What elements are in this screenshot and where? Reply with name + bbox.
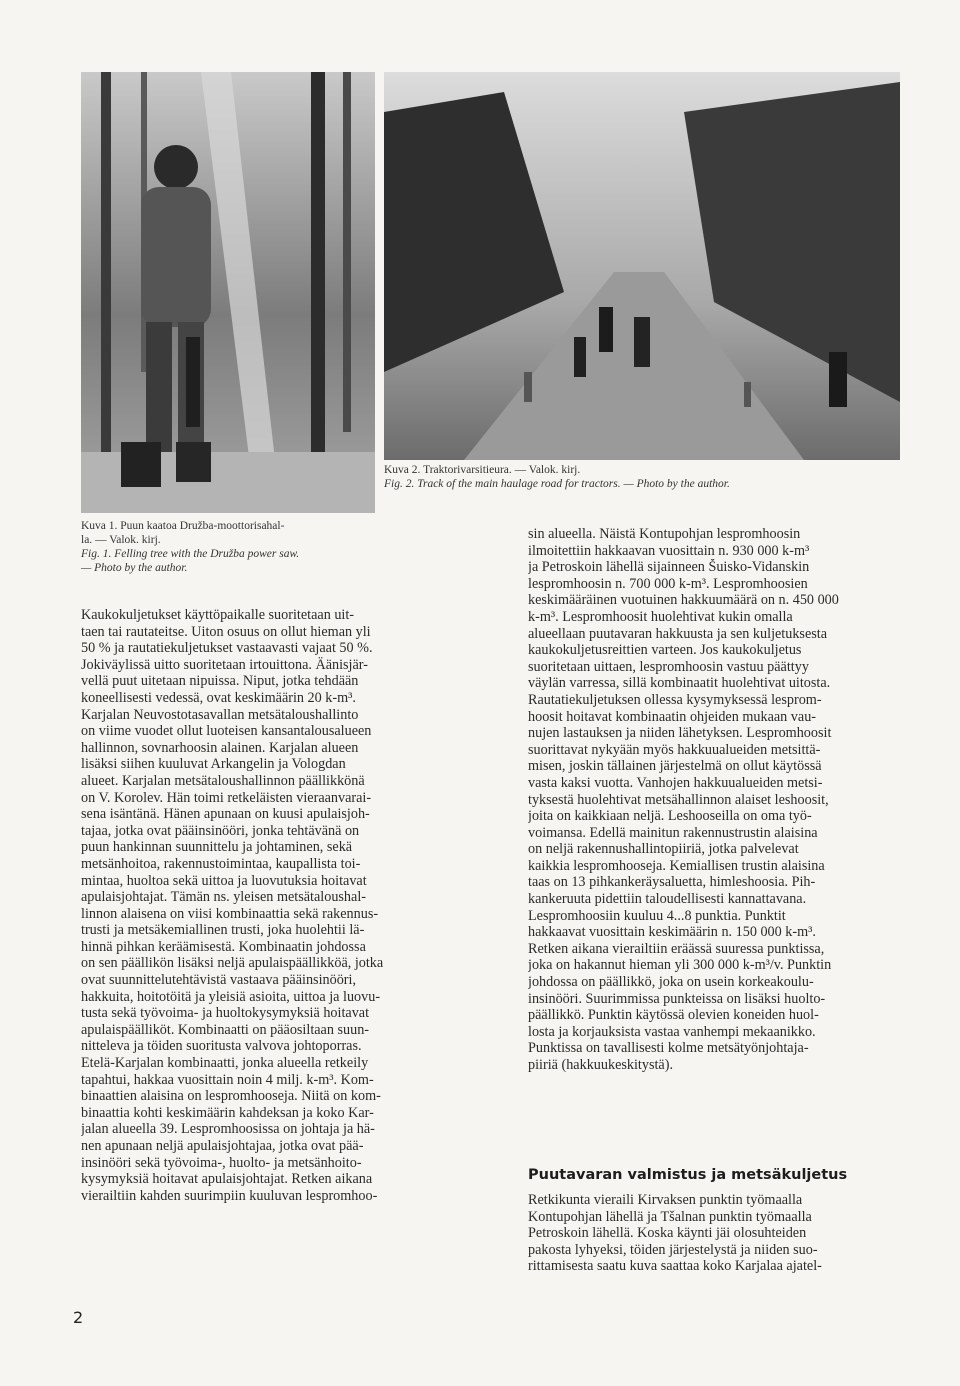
right-column-line: kankeruuta pidettiin taloudellisesti kannattavana. [528, 891, 807, 908]
left-column-line: taen tai rautateitse. Uiton osuus on ollut hieman yli [81, 623, 371, 640]
left-column-line: Karjalan Neuvostotasavallan metsätaloushallinto [81, 706, 359, 723]
right-column-line: ilmoitettiin hakkaavan vuosittain n. 930 000 k-m³ [528, 542, 810, 559]
right-column-line: hoosit hoitavat kombinaatin ohjeiden mukaan vau- [528, 708, 817, 725]
left-column-line: Kaukokuljetukset käyttöpaikalle suoritetaan uit- [81, 607, 355, 623]
photo-felling-tree-image [81, 72, 375, 513]
left-column-line: nen apunaan neljä apulaisjohtajaa, jotka ovat pää- [81, 1138, 364, 1154]
right-column-line: keskimääräinen vuotuinen hakkuumäärä on n. 450 000 [528, 592, 839, 609]
right-column-line: Retken aikana vierailtiin eräässä suuressa punktissa, [528, 940, 825, 957]
left-column-line: on V. Korolev. Hän toimi retkeläisten vieraanvarai- [81, 789, 372, 806]
left-column-line: binaattien alaisina on lespromhooseja. Niitä on kom- [81, 1088, 381, 1105]
right-column-2-line: pakosta lyhyeksi, töiden järjestelystä ja niiden suo- [528, 1241, 818, 1258]
left-column-line: Jokiväylissä uitto suoritetaan irtouittona. Äänisjär- [81, 656, 368, 673]
right-column-line: lespromhoosin n. 700 000 k-m³. Lespromhoosien [528, 575, 808, 592]
left-column-line: ovat suunnittelutehtävistä vastaava pääinsinööri, [81, 972, 357, 989]
left-column-line: puun hankinnan suunnittelu ja johtaminen, sekä [81, 839, 353, 856]
right-column-line: nujen lastauksen ja niiden lähetyksen. Lespromhoosit [528, 725, 832, 742]
right-column-2-line: Petroskoin lähellä. Koska käynti jäi olosuhteiden [528, 1225, 807, 1242]
right-column-line: vasta kaksi vuotta. Vanhojen hakkuualueiden metsi- [528, 774, 823, 791]
left-column-line: 50 % ja rautatiekuljetukset vastaavasti vajaat 50 %. [81, 640, 373, 657]
left-column-line: metsänhoitoa, rakennustoimintaa, kaupallista toi- [81, 855, 361, 872]
caption-photo-1 [81, 519, 381, 575]
caption-2-en: Fig. 2. Track of the main haulage road for tractors. — Photo by the author. [384, 478, 730, 490]
right-column-line: Rautatiekuljetuksen ollessa kysymyksessä lesprom- [528, 691, 822, 708]
left-column-line: alueet. Karjalan metsätaloushallinnon päällikkönä [81, 772, 365, 789]
right-column-line: misen, joskin tällainen järjestelmä on ollut käytössä [528, 758, 822, 775]
left-column-line: apulaispäälliköt. Kombinaatti on pääosiltaan suun- [81, 1021, 370, 1038]
right-column-line: hakkaavat vuosittain keskimäärin n. 150 000 k-m³. [528, 924, 816, 941]
left-column-line: mintaa, huoltoa sekä uittoa ja luovutuksia hoitavat [81, 872, 367, 889]
right-column-text [528, 526, 936, 1074]
left-column-line: sena isäntänä. Hänen apunaan on kuusi apulaisjoh- [81, 806, 370, 823]
right-column-line: joita on kaikkiaan neljä. Leshooseilla on oma työ- [528, 808, 812, 825]
caption-2-fi: Kuva 2. Traktorivarsitieura. — Valok. kirj. [384, 464, 581, 476]
left-column-line: tapahtui, hakkaa vuosittain noin 4 milj. k-m³. Kom- [81, 1071, 374, 1088]
caption-1-fi-line-1: Kuva 1. Puun kaatoa Družba-moottorisahal- [81, 520, 285, 532]
page-number: 2 [73, 1308, 84, 1327]
left-column-line: on sen päällikön lisäksi neljä apulaispäällikköä, jotka [81, 955, 384, 972]
right-column-line: joka on hakannut hieman yli 300 000 k-m³/v. Punktin [528, 957, 832, 974]
photo-tractor-track-image [384, 72, 900, 460]
caption-1-fi-line-2: la. — Valok. kirj. [81, 534, 161, 546]
left-column-line: kysymyksiä hoitavat apulaisjohtajat. Retken aikana [81, 1171, 373, 1188]
right-column-line: insinööri. Suurimmissa punkteissa on lisäksi huolto- [528, 990, 826, 1007]
left-column-line: apulaisjohtajat. Tämän ns. yleisen metsätaloushal- [81, 889, 366, 906]
right-column-2-line: Retkikunta vieraili Kirvaksen punktin työmaalla [528, 1192, 803, 1208]
right-column-2-line: Kontupohjan lähellä ja Tšalnan punktin työmaalla [528, 1208, 812, 1225]
left-column-line: Etelä-Karjalan kombinaatti, jonka alueella retkeily [81, 1055, 369, 1072]
left-column-line: trusti ja metsäkemiallinen trusti, joka huolehtii lä- [81, 922, 365, 939]
left-column-line: hallinnon, sovnarhoosin alainen. Karjalan alueen [81, 739, 359, 756]
right-column-line: on neljä rakennushallintopiiriä, jotka palvelevat [528, 841, 799, 858]
right-column-line: Punktissa on tavallisesti kolme metsätyönjohtaja- [528, 1040, 809, 1057]
left-column-line: jalan alueella 39. Lespromhoosissa on johtaja ja hä- [81, 1121, 375, 1138]
left-column-line: binaattia kohti keskimäärin kahdeksan ja koko Kar- [81, 1104, 374, 1121]
left-column-line: koneellisesti vedessä, ovat keskimäärin 20 k-m³. [81, 689, 356, 706]
right-column-line: kaukokuljetusreittien varteen. Jos kaukokuljetus [528, 642, 802, 659]
left-column-line: lisäksi siihen kuuluvat Arkangelin ja Vologdan [81, 756, 346, 773]
left-column-line: vierailtiin kahden suurimpiin kuuluvan lespromhoo- [81, 1187, 378, 1204]
caption-1-en-line-1: Fig. 1. Felling tree with the Družba power saw. [81, 548, 300, 560]
section-heading: Puutavaran valmistus ja metsäkuljetus [528, 1167, 848, 1183]
right-column-line: Lespromhoosiin kuuluu 4...8 punktia. Punktit [528, 907, 786, 924]
right-column-line: väylän varressa, sillä kombinaatit huolehtivat uitosta. [528, 675, 831, 692]
left-column-line: hakkuita, hoitotöitä ja yleisiä asioita, uittoa ja luovu- [81, 988, 381, 1005]
right-column-line: kaikkia lespromhooseja. Kemiallisen trustin alaisina [528, 857, 825, 874]
right-column-line: tyksestä huolehtivat metsähallinnon alaiset leshoosit, [528, 791, 829, 808]
left-column-line: tajaa, jotka ovat pääinsinööri, jonka tehtävänä on [81, 822, 360, 839]
left-column-line: linnon alaisena on viisi kombinaattia sekä rakennus- [81, 905, 379, 922]
photo-felling-tree [81, 72, 375, 513]
right-column-line: johdossa on päällikkö, joka on usein korkeakoulu- [528, 974, 814, 991]
right-column-line: piiriä (hakkuukeskitystä). [528, 1057, 673, 1073]
right-column-line: taas on 13 pihkankeräysaluetta, himleshoosia. Pih- [528, 874, 816, 891]
right-column-line: losta ja korjauksista vastaa vanhempi mekaanikko. [528, 1023, 816, 1040]
left-column-line: nitteleva ja töiden suoritusta valvova johtoporras. [81, 1038, 362, 1055]
left-column-text [81, 607, 501, 1204]
caption-photo-2 [384, 463, 904, 491]
right-column-line: k-m³. Lespromhoosit huolehtivat kukin omalla [528, 608, 793, 625]
right-column-line: sin alueella. Näistä Kontupohjan lespromhoosin [528, 526, 801, 542]
left-column-line: hinnä pihkan keräämisestä. Kombinaatin johdossa [81, 938, 366, 955]
left-column-line: on viime vuodet ollut luoteisen kansantalousalueen [81, 723, 372, 740]
caption-1-en-line-2: — Photo by the author. [81, 562, 188, 574]
right-column-2-line: rittamisesta saatu kuva saattaa koko Karjalaa ajatel- [528, 1258, 822, 1275]
right-column-line: alueellaan puutavaran hakkuusta ja sen kuljetuksesta [528, 625, 828, 642]
photo-tractor-track [384, 72, 900, 460]
right-column-line: suoritetaan uittaen, lespromhoosin vastuu päättyy [528, 658, 809, 675]
right-column-line: voimansa. Edellä mainitun rakennustrustin alaisina [528, 824, 818, 841]
left-column-line: tusta sekä työvoima- ja huoltokysymyksiä hoitavat [81, 1005, 370, 1022]
right-column-text-2 [528, 1192, 936, 1275]
right-column-line: päällikkö. Punktin käytössä olevien koneiden huol- [528, 1007, 819, 1024]
right-column-line: ja Petroskoin lähellä sijainneen Šuisko-Vidanskin [528, 559, 810, 576]
right-column-line: suorittavat nykyään myös hakkuualueiden metsittä- [528, 741, 821, 758]
left-column-line: vellä puut uitetaan nipuissa. Niput, jotka tehdään [81, 673, 359, 690]
left-column-line: insinööri sekä työvoima-, huolto- ja metsänhoito- [81, 1154, 362, 1171]
